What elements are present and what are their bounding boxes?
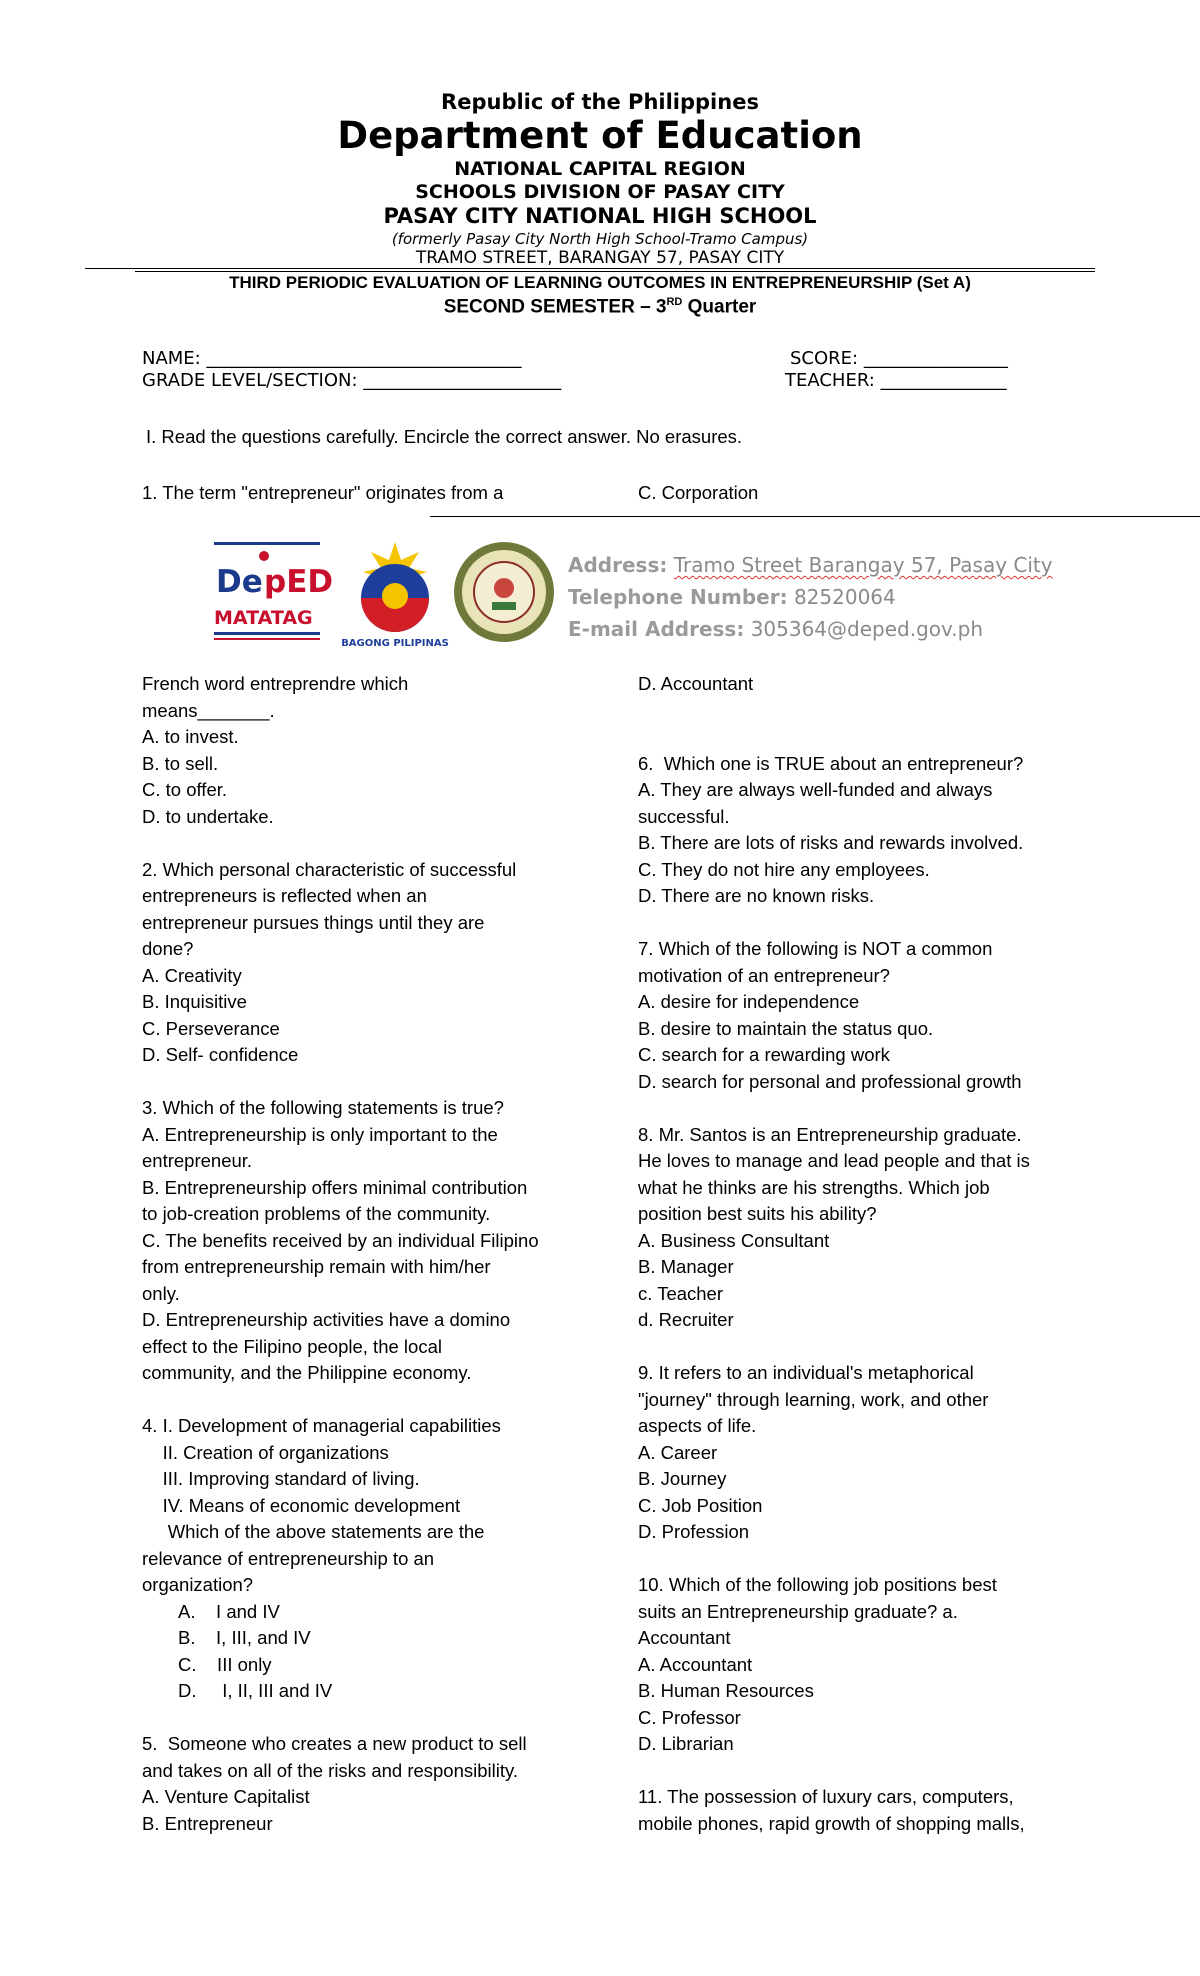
question-line: community, and the Philippine economy. — [142, 1362, 472, 1383]
question-line — [638, 698, 1108, 725]
question-line: mobile phones, rapid growth of shopping malls, — [638, 1812, 1025, 1834]
question-line: and takes on all of the risks and responsibility. — [142, 1759, 519, 1781]
header-rule-top — [85, 268, 1095, 269]
question-line: Accountant — [638, 1627, 731, 1648]
header-division: SCHOOLS DIVISION OF PASAY CITY — [415, 181, 785, 203]
question-line: D. There are no known risks. — [638, 885, 875, 906]
question-line — [638, 1095, 1108, 1122]
question-line — [638, 1546, 1108, 1573]
footer-email — [568, 617, 983, 641]
question-line: aspects of life. — [638, 1415, 757, 1436]
question-line — [638, 1758, 1108, 1785]
question-line: D. Self- confidence — [142, 1044, 299, 1065]
question-line: III. Improving standard of living. — [142, 1468, 420, 1489]
question-line: "journey" through learning, work, and other — [638, 1388, 989, 1410]
evaluation-title: THIRD PERIODIC EVALUATION OF LEARNING OUTCOMES IN ENTREPRENEURSHIP (Set A) — [229, 273, 971, 292]
question-line: D. Accountant — [638, 673, 754, 694]
question-line — [638, 724, 1108, 751]
question-line: D. Profession — [638, 1521, 750, 1542]
svg-text:BAGONG PILIPINAS: BAGONG PILIPINAS — [341, 638, 449, 649]
email-value: 305364@deped.gov.ph — [750, 617, 984, 641]
left-column — [142, 671, 602, 1837]
question-line: C. search for a rewarding work — [638, 1044, 890, 1065]
question-line: B. desire to maintain the status quo. — [638, 1017, 934, 1039]
question-line: A. desire for independence — [638, 991, 860, 1012]
question-1-option-c: C. Corporation — [638, 482, 759, 503]
question-line: A. Business Consultant — [638, 1229, 830, 1251]
score-field[interactable]: SCORE: ________________ — [790, 348, 1008, 369]
question-line: He loves to manage and lead people and that is — [638, 1150, 1030, 1171]
question-line: 8. Mr. Santos is an Entrepreneurship graduate. — [638, 1123, 1022, 1145]
question-line: B. Manager — [638, 1256, 734, 1277]
question-line: C. They do not hire any employees. — [638, 858, 930, 880]
question-line: entrepreneur. — [142, 1150, 253, 1171]
question-line: French word entreprendre which — [142, 673, 409, 694]
semester-pre: SECOND SEMESTER – 3 — [443, 296, 667, 318]
question-line: effect to the Filipino people, the local — [142, 1335, 442, 1357]
question-line: 7. Which of the following is NOT a common — [638, 938, 993, 959]
header-department: Department of Education — [337, 114, 863, 157]
footer-address — [568, 553, 1053, 577]
deped-matatag-logo — [212, 540, 334, 650]
email-label: E-mail Address: — [568, 617, 745, 641]
question-line: C. to offer. — [142, 779, 228, 800]
question-line: B. Entrepreneur — [142, 1812, 273, 1834]
school-seal-logo — [452, 540, 556, 644]
question-line: II. Creation of organizations — [142, 1441, 389, 1463]
name-field[interactable]: NAME: ___________________________________ — [142, 348, 522, 369]
question-line: B. Entrepreneurship offers minimal contribution — [142, 1176, 528, 1198]
question-line: B. to sell. — [142, 752, 219, 774]
question-line: done? — [142, 938, 194, 959]
question-line: means_______. — [142, 699, 275, 721]
question-line: d. Recruiter — [638, 1309, 734, 1330]
question-line — [142, 1069, 602, 1096]
question-line: only. — [142, 1282, 180, 1304]
question-line: A. Creativity — [142, 964, 242, 986]
question-line: C. The benefits received by an individual Filipino — [142, 1229, 539, 1251]
semester-title — [0, 296, 1200, 318]
question-line: 5. Someone who creates a new product to sell — [142, 1733, 527, 1754]
question-line: B. Journey — [638, 1468, 727, 1489]
answer-option: D. I, II, III and IV — [178, 1680, 333, 1701]
question-line: organization? — [142, 1574, 254, 1595]
footer-phone — [568, 585, 896, 609]
header-rule-bottom — [135, 271, 1095, 272]
question-line: 6. Which one is TRUE about an entrepreneur? — [638, 752, 1024, 774]
question-line: entrepreneurs is reflected when an — [142, 885, 427, 906]
question-line: to job-creation problems of the community. — [142, 1203, 491, 1224]
question-line: C. Job Position — [638, 1494, 763, 1516]
question-line: C. Professor — [638, 1706, 741, 1728]
question-1-start: 1. The term "entrepreneur" originates from a — [142, 482, 504, 503]
answer-option: C. III only — [178, 1653, 272, 1675]
question-line: A. Venture Capitalist — [142, 1786, 310, 1807]
question-line — [638, 1334, 1108, 1361]
header-republic: Republic of the Philippines — [441, 90, 759, 114]
svg-text:De: De — [216, 564, 263, 600]
teacher-field[interactable]: TEACHER: ______________ — [785, 370, 1007, 391]
question-line — [142, 1387, 602, 1414]
question-line: IV. Means of economic development — [142, 1494, 461, 1516]
phone-value: 82520064 — [793, 585, 896, 609]
question-line: 9. It refers to an individual's metaphorical — [638, 1362, 974, 1383]
answer-option: B. I, III, and IV — [178, 1627, 311, 1648]
address-label: Address: — [568, 553, 668, 577]
question-line: 3. Which of the following statements is true? — [142, 1097, 504, 1118]
question-line: 4. I. Development of managerial capabilities — [142, 1415, 501, 1436]
question-line: 11. The possession of luxury cars, computers, — [638, 1786, 1014, 1807]
svg-text:pED: pED — [264, 564, 334, 600]
semester-post: Quarter — [682, 296, 757, 318]
question-line: B. Human Resources — [638, 1680, 814, 1701]
semester-sup: RD — [666, 296, 683, 308]
question-line: A. Accountant — [638, 1653, 753, 1675]
question-line — [142, 1705, 602, 1732]
question-line: entrepreneur pursues things until they are — [142, 911, 485, 933]
question-line: c. Teacher — [638, 1282, 724, 1304]
phone-label: Telephone Number: — [568, 585, 788, 609]
question-line: A. Entrepreneurship is only important to the — [142, 1123, 498, 1145]
question-line: 10. Which of the following job positions best — [638, 1574, 997, 1595]
header-formerly: (formerly Pasay City North High School-Tramo Campus) — [391, 230, 809, 248]
question-line: A. to invest. — [142, 726, 239, 747]
question-line — [638, 910, 1108, 937]
instructions: I. Read the questions carefully. Encircle the correct answer. No erasures. — [146, 426, 743, 447]
header-region: NATIONAL CAPITAL REGION — [454, 158, 746, 180]
svg-text:MATATAG: MATATAG — [214, 607, 313, 629]
question-line: A. They are always well-funded and always — [638, 779, 993, 800]
header-address: TRAMO STREET, BARANGAY 57, PASAY CITY — [415, 248, 785, 268]
question-line: suits an Entrepreneurship graduate? a. — [638, 1600, 958, 1622]
question-line: 2. Which personal characteristic of successful — [142, 858, 517, 880]
answer-option: A. I and IV — [178, 1600, 280, 1622]
question-line: D. Librarian — [638, 1733, 734, 1754]
question-line: D. Entrepreneurship activities have a domino — [142, 1309, 511, 1330]
question-line: A. Career — [638, 1441, 718, 1463]
question-line: successful. — [638, 805, 730, 827]
question-line: position best suits his ability? — [638, 1203, 877, 1224]
header-school: PASAY CITY NATIONAL HIGH SCHOOL — [383, 204, 817, 228]
right-column — [638, 671, 1108, 1837]
question-line: from entrepreneurship remain with him/her — [142, 1256, 491, 1277]
question-line: Which of the above statements are the — [142, 1521, 485, 1542]
question-line: B. There are lots of risks and rewards involved. — [638, 832, 1024, 853]
page-break-rule — [430, 516, 1200, 517]
question-line: C. Perseverance — [142, 1017, 280, 1039]
question-line: D. to undertake. — [142, 805, 274, 827]
question-line: relevance of entrepreneurship to an — [142, 1547, 435, 1569]
bagong-pilipinas-logo — [341, 538, 449, 652]
question-line: B. Inquisitive — [142, 991, 247, 1012]
question-line: D. search for personal and professional growth — [638, 1070, 1022, 1092]
address-value: Tramo Street Barangay 57, Pasay City — [673, 553, 1053, 577]
question-line: motivation of an entrepreneur? — [638, 964, 890, 986]
grade-section-field[interactable]: GRADE LEVEL/SECTION: ______________________ — [142, 370, 562, 391]
question-line — [142, 830, 602, 857]
question-line: what he thinks are his strengths. Which job — [638, 1176, 990, 1198]
